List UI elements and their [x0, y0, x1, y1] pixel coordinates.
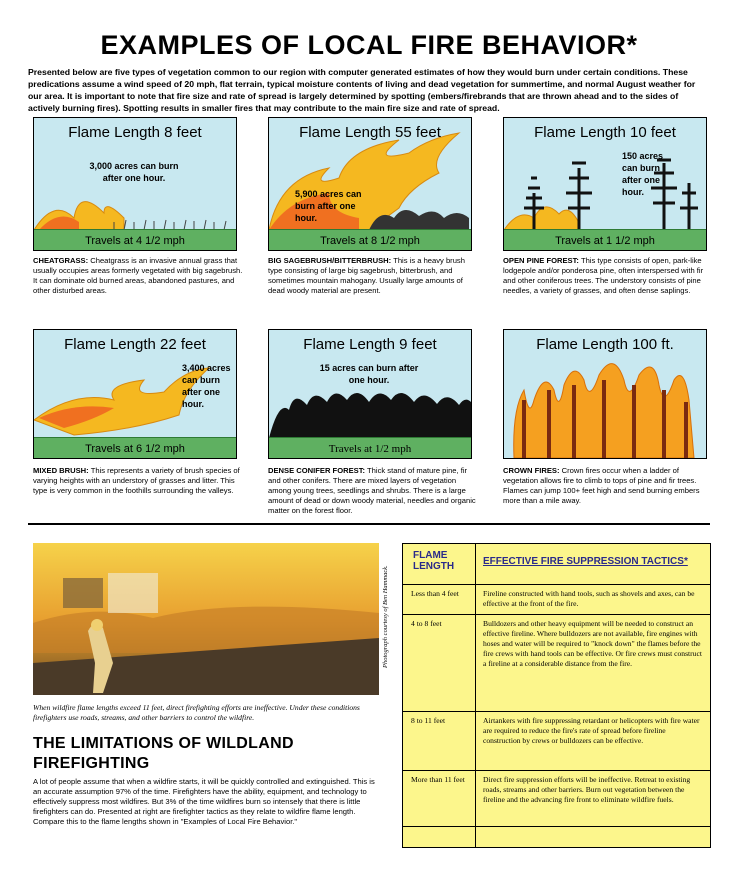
desc-text: This is a heavy brush type consisting of large big sagebrush, bitterbrush, and sometimes mountain mahogany. Usually large amounts of dead woody material are present.	[268, 256, 465, 295]
firefighter-photo	[33, 543, 379, 695]
row-length: 4 to 8 feet	[411, 619, 442, 628]
flame-length-label: Flame Length 10 feet	[534, 124, 676, 141]
limitations-heading: THE LIMITATIONS OF WILDLAND FIREFIGHTING	[33, 735, 294, 772]
desc-text: Crown fires occur when a ladder of vegetation allows fire to climb to tops of pine and fir trees. Flames can jump 100+ feet high and send burning embers more than a mile away.	[503, 466, 700, 505]
acres-note: 5,900 acres can burn after one hour.	[295, 189, 362, 223]
flame-length-label: Flame Length 55 feet	[299, 124, 441, 141]
header-flame-length: FLAME LENGTH	[413, 550, 455, 572]
acres-note: 15 acres can burn after one hour.	[319, 363, 419, 385]
table-row	[403, 771, 710, 827]
row-length: 8 to 11 feet	[411, 716, 446, 725]
desc-title: CHEATGRASS:	[33, 256, 89, 265]
travel-speed: Travels at 1 1/2 mph	[555, 235, 655, 247]
desc-open-pine	[503, 256, 715, 296]
desc-title: BIG SAGEBRUSH/BITTERBRUSH:	[268, 256, 392, 265]
desc-title: CROWN FIRES:	[503, 466, 560, 475]
section-divider	[28, 523, 710, 525]
desc-cheatgrass	[33, 256, 245, 296]
suppression-tactics-table	[402, 543, 711, 848]
table-row	[403, 585, 710, 615]
desc-text: Cheatgrass is an invasive annual grass that usually occupies areas formerly vegetated with big sagebrush. It can dominate old burned areas, abandoned pastures, and other disturbed areas.	[33, 256, 243, 295]
row-tactic: Fireline constructed with hand tools, such as shovels and axes, can be effective at the front of the fire.	[483, 589, 695, 608]
desc-mixed-brush	[33, 466, 245, 496]
acres-note: 3,000 acres can burn after one hour.	[89, 161, 179, 183]
intro-paragraph: Presented below are five types of vegetation common to our region with computer generated estimates of how they would burn under certain conditions. These predications assume a wind speed of 20 mph, flat terrain, typical moisture contents of living and dead vegetation for summertime, and normal August weather for our area. It is important to note that fire size and rate of spread is largely determined by spotting (embers/firebrands that are thrown ahead and to the sides of actively burning fires). Spotting results in smaller fires that may contribute to the main fire size and rate of spread.	[28, 67, 696, 113]
table-row	[403, 712, 710, 771]
flame-length-label: Flame Length 9 feet	[303, 336, 437, 353]
desc-title: DENSE CONIFER FOREST:	[268, 466, 366, 475]
flame-length-label: Flame Length 22 feet	[64, 336, 206, 353]
table-row	[403, 615, 710, 712]
row-length: Less than 4 feet	[411, 589, 459, 598]
travel-speed: Travels at 1/2 mph	[328, 443, 412, 455]
desc-text: This represents a variety of brush species of varying heights with an understory of grasses and litter. This type is very common in the foothills surrounding the valleys.	[33, 466, 240, 495]
desc-title: MIXED BRUSH:	[33, 466, 89, 475]
desc-title: OPEN PINE FOREST:	[503, 256, 579, 265]
travel-speed: Travels at 6 1/2 mph	[85, 443, 185, 455]
panel-crown-fires	[503, 329, 707, 459]
panel-open-pine	[503, 117, 707, 251]
firefighter-photo-image	[33, 543, 379, 695]
panel-dense-conifer	[268, 329, 472, 459]
photo-caption: When wildfire flame lengths exceed 11 feet, direct firefighting efforts are ineffective. Under these conditions firefighters use roads, streams, and other barriers to control the wildfire.	[33, 703, 360, 722]
acres-note: 150 acres can burn after one hour.	[622, 151, 664, 197]
flame-length-label: Flame Length 100 ft.	[536, 336, 674, 353]
row-tactic: Direct fire suppression efforts will be ineffective. Retreat to existing roads, streams and other barriers. Burn out vegetation between the fireline and the advancing fire front to eliminate wildfire fuels.	[483, 775, 691, 804]
page-title: EXAMPLES OF LOCAL FIRE BEHAVIOR*	[100, 30, 638, 60]
photo-credit: Photograph courtesy of Ben Hammack.	[382, 565, 389, 668]
table-header	[403, 544, 710, 585]
desc-text: Thick stand of mature pine, fir and other conifers. There are mixed layers of vegetation among young trees, seedlings and shrubs. There is a large amount of dead or down woody material, needles and organic matter on the forest floor.	[268, 466, 476, 515]
row-length: More than 11 feet	[411, 775, 465, 784]
panel-sagebrush	[268, 117, 472, 251]
panel-cheatgrass	[33, 117, 237, 251]
limitations-body: A lot of people assume that when a wildfire starts, it will be quickly controlled and extinguished. This is an accurate assumption 97% of the time. Firefighters have the ability, equipment, and technology to effectively suppress most wildfires. But 3% of the time wildfires burn so intensely that there is little firefighters can do. Presented at right are firefighter tactics as they relate to wildfire flame length. Compare this to the flame lengths shown in "Examples of Local Fire Behavior."	[33, 777, 375, 826]
row-tactic: Airtankers with fire suppressing retardant or helicopters with fire water are required to reduce the fire's rate of spread before fireline construction by crews or bulldozers can be effective.	[483, 716, 700, 745]
travel-speed: Travels at 4 1/2 mph	[85, 235, 185, 247]
desc-sagebrush	[268, 256, 480, 296]
flame-length-label: Flame Length 8 feet	[68, 124, 202, 141]
header-tactics: EFFECTIVE FIRE SUPPRESSION TACTICS*	[483, 556, 688, 567]
acres-note: 3,400 acres can burn after one hour.	[182, 363, 231, 409]
desc-dense-conifer	[268, 466, 480, 516]
desc-crown-fires	[503, 466, 715, 506]
row-tactic: Bulldozers and other heavy equipment will be needed to construct an effective fireline. Where bulldozers are not available, fire engines with hoses and water will be required to "knock down" the flames before the fire crews with hand tools can be effective. Or fire crews must construct a fireline at a considerable distance from the fire.	[483, 619, 702, 668]
panel-mixed-brush	[33, 329, 237, 459]
desc-text: This type consists of open, park-like lodgepole and/or ponderosa pine, often interspersed with fir and other coniferous trees. The understory consists of pine needles, a variety of grasses, and often dense saplings.	[503, 256, 704, 295]
travel-speed: Travels at 8 1/2 mph	[320, 235, 420, 247]
